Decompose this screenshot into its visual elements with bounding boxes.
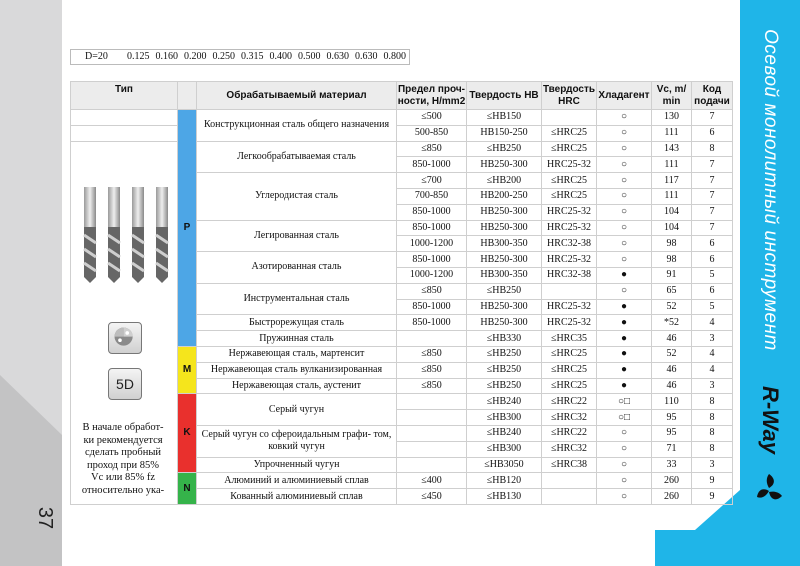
code-cell: 4 xyxy=(692,362,733,378)
coolant-cell: ○ xyxy=(597,141,652,157)
coolant-cell: ● xyxy=(597,331,652,347)
hb-cell: ≤HB240 xyxy=(467,425,542,441)
hrc-cell: ≤HRC25 xyxy=(542,141,597,157)
hb-cell: HB250-300 xyxy=(467,204,542,220)
vc-cell: 104 xyxy=(652,204,692,220)
type-cell xyxy=(71,110,178,126)
code-cell: 8 xyxy=(692,425,733,441)
hrc-cell: ≤HRC25 xyxy=(542,125,597,141)
hb-cell: ≤HB300 xyxy=(467,441,542,457)
strength-cell: 700-850 xyxy=(397,188,467,204)
type-cell xyxy=(71,125,178,141)
coolant-cell: ○ xyxy=(597,283,652,299)
hb-cell: HB200-250 xyxy=(467,188,542,204)
coolant-cell: ○ xyxy=(597,489,652,505)
hrc-cell: HRC25-32 xyxy=(542,315,597,331)
header-feed-code: Код подачи xyxy=(692,82,733,110)
material-cell: Упрочненный чугун xyxy=(197,457,397,473)
vc-cell: 117 xyxy=(652,173,692,189)
header-hardness-hrc: Твердость HRC xyxy=(542,82,597,110)
coolant-cell: ○ xyxy=(597,236,652,252)
hrc-cell: HRC32-38 xyxy=(542,267,597,283)
strength-cell xyxy=(397,457,467,473)
code-cell: 3 xyxy=(692,331,733,347)
hb-cell: HB150-250 xyxy=(467,125,542,141)
code-cell: 5 xyxy=(692,267,733,283)
hb-cell: ≤HB330 xyxy=(467,331,542,347)
hrc-cell xyxy=(542,473,597,489)
hrc-cell: HRC32-38 xyxy=(542,236,597,252)
strength-cell: ≤400 xyxy=(397,473,467,489)
feed-value: 0.125 xyxy=(127,51,150,62)
strength-cell: ≤850 xyxy=(397,346,467,362)
strength-cell: 500-850 xyxy=(397,125,467,141)
drills-image xyxy=(80,185,172,285)
vc-cell: 95 xyxy=(652,425,692,441)
vc-cell: 111 xyxy=(652,125,692,141)
code-cell: 7 xyxy=(692,220,733,236)
group-N: N xyxy=(178,473,197,505)
strength-cell: 1000-1200 xyxy=(397,267,467,283)
hb-cell: HB250-300 xyxy=(467,299,542,315)
code-cell: 3 xyxy=(692,457,733,473)
material-cell: Нержавеющая сталь вулканизированная xyxy=(197,362,397,378)
hb-cell: HB300-350 xyxy=(467,236,542,252)
hb-cell: HB250-300 xyxy=(467,157,542,173)
material-cell: Нержавеющая сталь, аустенит xyxy=(197,378,397,394)
vc-cell: 52 xyxy=(652,346,692,362)
code-cell: 4 xyxy=(692,315,733,331)
material-cell: Инструментальная сталь xyxy=(197,283,397,315)
feed-value: 0.160 xyxy=(155,51,178,62)
feed-value: 0.500 xyxy=(298,51,321,62)
material-cell: Углеродистая сталь xyxy=(197,173,397,220)
coolant-cell: ● xyxy=(597,362,652,378)
recommendation-note: В начале обработ- ки рекомендуется сделать пробный проход при 85% Vc или 85% fz относительно ука- xyxy=(81,422,165,496)
left-corner-shape xyxy=(0,375,62,566)
feed-value: 0.630 xyxy=(326,51,349,62)
coolant-cell: ○ xyxy=(597,157,652,173)
vc-cell: *52 xyxy=(652,315,692,331)
header-hardness-hb: Твердость НВ xyxy=(467,82,542,110)
hb-cell: ≤HB250 xyxy=(467,362,542,378)
code-cell: 6 xyxy=(692,236,733,252)
code-cell: 7 xyxy=(692,188,733,204)
strength-cell xyxy=(397,331,467,347)
code-cell: 8 xyxy=(692,394,733,410)
hrc-cell: ≤HRC25 xyxy=(542,188,597,204)
coolant-cell: ○ xyxy=(597,110,652,126)
material-cell: Нержавеющая сталь, мартенсит xyxy=(197,346,397,362)
material-cell: Азотированная сталь xyxy=(197,252,397,284)
hb-cell: HB300-350 xyxy=(467,267,542,283)
coolant-cell: ○ xyxy=(597,220,652,236)
vc-cell: 71 xyxy=(652,441,692,457)
vc-cell: 52 xyxy=(652,299,692,315)
code-cell: 8 xyxy=(692,441,733,457)
material-cell: Пружинная сталь xyxy=(197,331,397,347)
depth-5d-icon: 5D xyxy=(108,368,142,400)
hrc-cell xyxy=(542,110,597,126)
strength-cell xyxy=(397,441,467,457)
coolant-cell: ○ xyxy=(597,473,652,489)
vc-cell: 98 xyxy=(652,252,692,268)
hb-cell: ≤HB120 xyxy=(467,473,542,489)
feed-value: 0.315 xyxy=(241,51,264,62)
strength-cell: ≤450 xyxy=(397,489,467,505)
strength-cell: ≤500 xyxy=(397,110,467,126)
strength-cell xyxy=(397,425,467,441)
vc-cell: 46 xyxy=(652,362,692,378)
coolant-cell: ○ xyxy=(597,204,652,220)
header-vc: Vc, m/ min xyxy=(652,82,692,110)
hrc-cell xyxy=(542,283,597,299)
material-cell: Легкообрабатываемая сталь xyxy=(197,141,397,173)
coolant-cell: ○ xyxy=(597,252,652,268)
hrc-cell: ≤HRC22 xyxy=(542,425,597,441)
hrc-cell: ≤HRC35 xyxy=(542,331,597,347)
hb-cell: ≤HB300 xyxy=(467,410,542,426)
strength-cell: 850-1000 xyxy=(397,252,467,268)
vc-cell: 110 xyxy=(652,394,692,410)
vc-cell: 111 xyxy=(652,188,692,204)
vc-cell: 260 xyxy=(652,473,692,489)
hrc-cell: ≤HRC25 xyxy=(542,173,597,189)
group-M: M xyxy=(178,346,197,393)
strength-cell: 850-1000 xyxy=(397,204,467,220)
feed-value: 0.800 xyxy=(383,51,406,62)
feed-value: 0.250 xyxy=(212,51,235,62)
material-cell: Быстрорежущая сталь xyxy=(197,315,397,331)
hrc-cell: ≤HRC22 xyxy=(542,394,597,410)
code-cell: 6 xyxy=(692,283,733,299)
material-cell: Алюминий и алюминиевый сплав xyxy=(197,473,397,489)
code-cell: 3 xyxy=(692,378,733,394)
hb-cell: ≤HB250 xyxy=(467,346,542,362)
hb-cell: ≤HB240 xyxy=(467,394,542,410)
strength-cell: ≤700 xyxy=(397,173,467,189)
coolant-cell: ○ xyxy=(597,441,652,457)
hrc-cell: HRC25-32 xyxy=(542,299,597,315)
coolant-cell: ● xyxy=(597,299,652,315)
vc-cell: 46 xyxy=(652,331,692,347)
strength-cell xyxy=(397,410,467,426)
hrc-cell: HRC25-32 xyxy=(542,204,597,220)
code-cell: 9 xyxy=(692,489,733,505)
hrc-cell: ≤HRC25 xyxy=(542,362,597,378)
coolant-cell: ● xyxy=(597,378,652,394)
brand-name: R-Way xyxy=(758,385,783,455)
code-cell: 6 xyxy=(692,252,733,268)
page-number: 37 xyxy=(34,506,56,530)
code-cell: 9 xyxy=(692,473,733,489)
feed-value: 0.200 xyxy=(184,51,207,62)
code-cell: 8 xyxy=(692,141,733,157)
hb-cell: ≤HB250 xyxy=(467,378,542,394)
header-group xyxy=(178,82,197,110)
vc-cell: 65 xyxy=(652,283,692,299)
vc-cell: 104 xyxy=(652,220,692,236)
strength-cell: ≤850 xyxy=(397,283,467,299)
diameter-feed-row xyxy=(70,49,410,65)
hb-cell: ≤HB250 xyxy=(467,283,542,299)
code-cell: 7 xyxy=(692,173,733,189)
strength-cell: 850-1000 xyxy=(397,157,467,173)
hb-cell: HB250-300 xyxy=(467,252,542,268)
hb-cell: HB250-300 xyxy=(467,220,542,236)
hrc-cell: HRC25-32 xyxy=(542,220,597,236)
header-material: Обрабатываемый материал xyxy=(197,82,397,110)
feed-value: 0.400 xyxy=(269,51,292,62)
code-cell: 7 xyxy=(692,110,733,126)
strength-cell: ≤850 xyxy=(397,141,467,157)
coolant-cell: ○ xyxy=(597,188,652,204)
code-cell: 7 xyxy=(692,157,733,173)
coolant-cell: ○ xyxy=(597,125,652,141)
hrc-cell: ≤HRC25 xyxy=(542,378,597,394)
header-type: Тип xyxy=(71,82,178,110)
hb-cell: ≤HB130 xyxy=(467,489,542,505)
group-P: P xyxy=(178,110,197,347)
hb-cell: ≤HB3050 xyxy=(467,457,542,473)
vc-cell: 33 xyxy=(652,457,692,473)
coolant-cell: ○□ xyxy=(597,394,652,410)
coolant-cell: ● xyxy=(597,267,652,283)
coolant-cell: ● xyxy=(597,346,652,362)
vc-cell: 98 xyxy=(652,236,692,252)
material-cell: Серый чугун со сфероидальным графи- том, ковкий чугун xyxy=(197,425,397,457)
strength-cell: 850-1000 xyxy=(397,299,467,315)
hrc-cell: ≤HRC25 xyxy=(542,346,597,362)
code-cell: 6 xyxy=(692,125,733,141)
hrc-cell: ≤HRC38 xyxy=(542,457,597,473)
strength-cell: ≤850 xyxy=(397,378,467,394)
diameter-label: D=20 xyxy=(85,51,108,62)
brand-logo-icon xyxy=(752,472,786,506)
vc-cell: 130 xyxy=(652,110,692,126)
header-strength: Предел проч- ности, Н/mm2 xyxy=(397,82,467,110)
material-cell: Конструкционная сталь общего назначения xyxy=(197,110,397,142)
coolant-cell: ○ xyxy=(597,173,652,189)
strength-cell: 1000-1200 xyxy=(397,236,467,252)
vc-cell: 143 xyxy=(652,141,692,157)
strength-cell xyxy=(397,394,467,410)
code-cell: 5 xyxy=(692,299,733,315)
coolant-through-icon xyxy=(108,322,142,354)
vc-cell: 91 xyxy=(652,267,692,283)
feed-value: 0.630 xyxy=(355,51,378,62)
side-band-title: Осевой монолитный инструмент xyxy=(760,29,781,351)
hrc-cell: ≤HRC32 xyxy=(542,410,597,426)
strength-cell: ≤850 xyxy=(397,362,467,378)
hrc-cell: HRC25-32 xyxy=(542,252,597,268)
code-cell: 4 xyxy=(692,346,733,362)
vc-cell: 260 xyxy=(652,489,692,505)
coolant-cell: ○□ xyxy=(597,410,652,426)
vc-cell: 95 xyxy=(652,410,692,426)
code-cell: 7 xyxy=(692,204,733,220)
code-cell: 8 xyxy=(692,410,733,426)
header-coolant: Хладагент xyxy=(597,82,652,110)
material-cell: Серый чугун xyxy=(197,394,397,426)
hrc-cell: HRC25-32 xyxy=(542,157,597,173)
strength-cell: 850-1000 xyxy=(397,220,467,236)
material-cell: Легированная сталь xyxy=(197,220,397,252)
vc-cell: 46 xyxy=(652,378,692,394)
hb-cell: ≤HB250 xyxy=(467,141,542,157)
group-K: K xyxy=(178,394,197,473)
coolant-cell: ● xyxy=(597,315,652,331)
hb-cell: ≤HB200 xyxy=(467,173,542,189)
hrc-cell: ≤HRC32 xyxy=(542,441,597,457)
coolant-cell: ○ xyxy=(597,457,652,473)
coolant-cell: ○ xyxy=(597,425,652,441)
strength-cell: 850-1000 xyxy=(397,315,467,331)
material-cell: Кованный алюминиевый сплав xyxy=(197,489,397,505)
hb-cell: HB250-300 xyxy=(467,315,542,331)
vc-cell: 111 xyxy=(652,157,692,173)
hb-cell: ≤HB150 xyxy=(467,110,542,126)
hrc-cell xyxy=(542,489,597,505)
